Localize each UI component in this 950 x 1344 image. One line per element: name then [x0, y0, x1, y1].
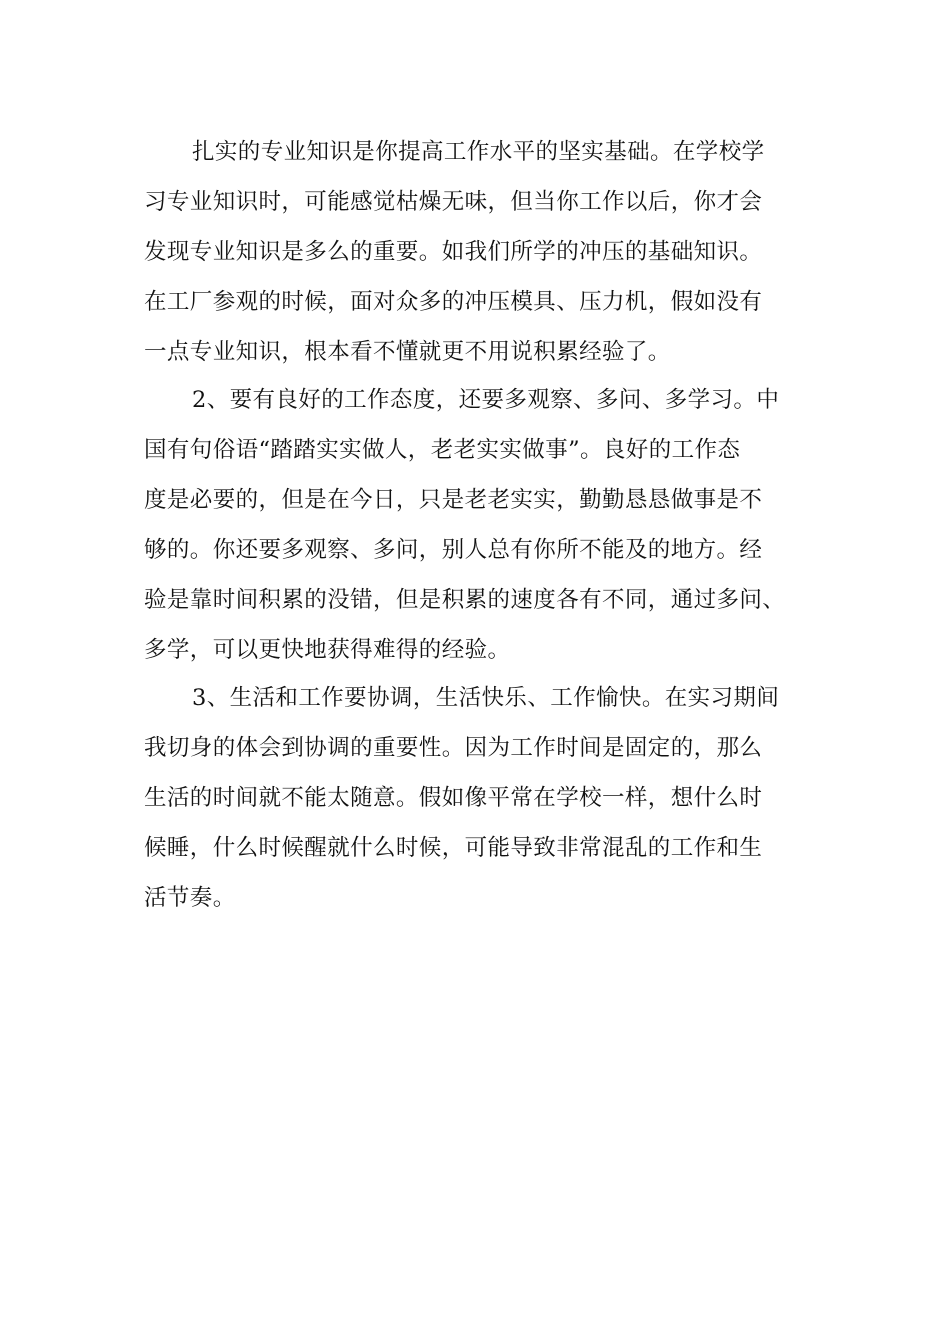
paragraph-2-line-4: 够的。你还要多观察、多问，别人总有你所不能及的地方。经: [144, 537, 763, 563]
paragraph-2-line-3: 度是必要的，但是在今日，只是老老实实，勤勤恳恳做事是不: [144, 487, 763, 513]
paragraph-1-line-2: 习专业知识时，可能感觉枯燥无味，但当你工作以后，你才会: [144, 189, 763, 215]
paragraph-1-line-1: 扎实的专业知识是你提高工作水平的坚实基础。在学校学: [192, 139, 765, 165]
paragraph-2-line-6: 多学，可以更快地获得难得的经验。: [144, 637, 511, 663]
paragraph-3-line-4: 候睡，什么时候醒就什么时候，可能导致非常混乱的工作和生: [144, 835, 763, 861]
paragraph-1-line-4: 在工厂参观的时候，面对众多的冲压模具、压力机，假如没有: [144, 289, 763, 315]
paragraph-3-line-3: 生活的时间就不能太随意。假如像平常在学校一样，想什么时: [144, 785, 763, 811]
paragraph-3-line-5: 活节奏。: [144, 885, 236, 911]
paragraph-3-line-1: 3、生活和工作要协调，生活快乐、工作愉快。在实习期间: [192, 685, 780, 711]
paragraph-2-line-1: 2、要有良好的工作态度，还要多观察、多问、多学习。中: [192, 387, 780, 413]
paragraph-3-line-2: 我切身的体会到协调的重要性。因为工作时间是固定的，那么: [144, 735, 763, 761]
paragraph-1-line-5: 一点专业知识，根本看不懂就更不用说积累经验了。: [144, 339, 671, 365]
paragraph-2-line-2: 国有句俗语“踏踏实实做人，老老实实做事”。良好的工作态: [144, 437, 741, 463]
paragraph-2-line-5: 验是靠时间积累的没错，但是积累的速度各有不同，通过多问、: [144, 587, 786, 613]
paragraph-1-line-3: 发现专业知识是多么的重要。如我们所学的冲压的基础知识。: [144, 239, 763, 265]
